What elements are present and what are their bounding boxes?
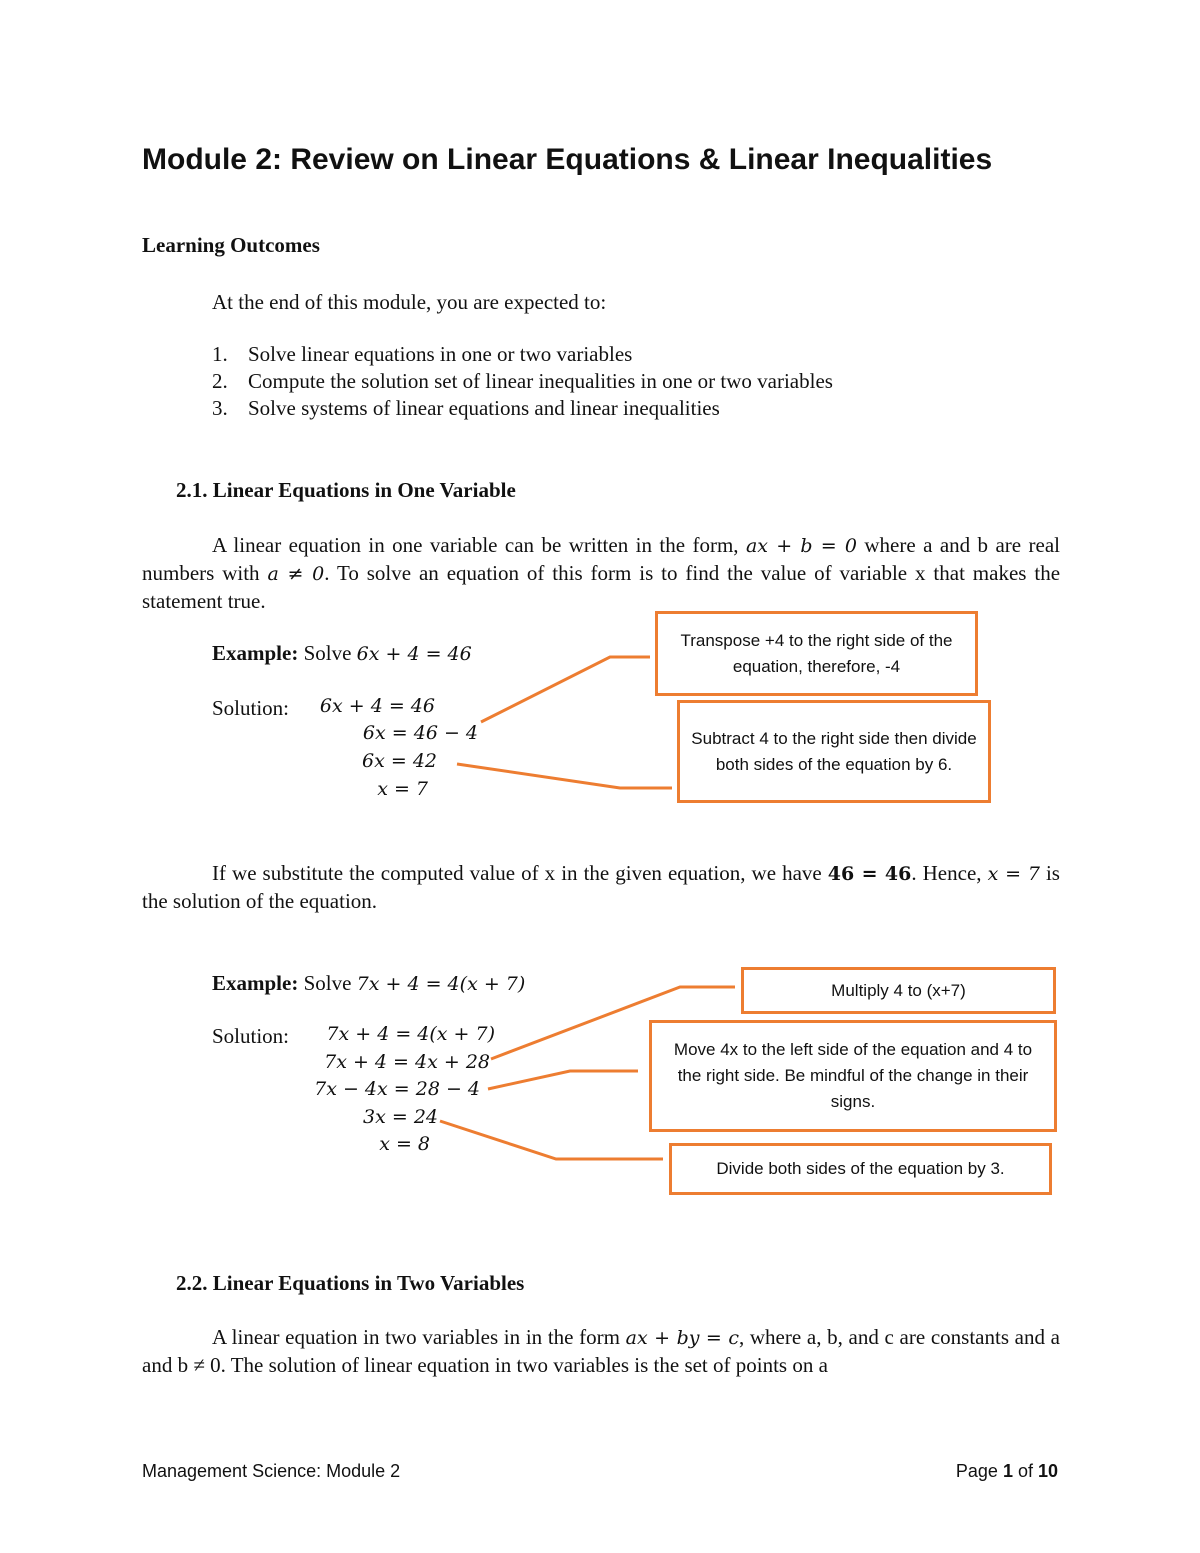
math-expression: 7x + 4 = 4(x + 7) bbox=[356, 973, 526, 995]
math-expression: x = 7 bbox=[987, 863, 1040, 885]
section-2-2-heading: 2.2. Linear Equations in Two Variables bbox=[176, 1271, 525, 1295]
text-run: . Hence, bbox=[911, 861, 988, 885]
text-run: . To solve an equation of this form is to find the value of variable x that makes the statement true. bbox=[142, 561, 1061, 613]
connector-line bbox=[457, 764, 672, 788]
solution-step: 6x + 4 = 46 bbox=[319, 695, 435, 717]
math-expression: ax + b = 0 bbox=[745, 535, 857, 557]
example-1-solution-label: Solution: bbox=[212, 696, 290, 720]
solution-step: 7x + 4 = 4(x + 7) bbox=[326, 1023, 495, 1045]
outcome-text: Solve systems of linear equations and linear inequalities bbox=[248, 396, 720, 420]
solution-step: 7x − 4x = 28 − 4 bbox=[314, 1078, 480, 1100]
connector-line bbox=[488, 1071, 638, 1089]
connector-line bbox=[440, 1121, 663, 1159]
math-expression: a ≠ 0 bbox=[267, 563, 325, 585]
solution-step: 6x = 46 − 4 bbox=[362, 722, 478, 744]
text-run: Solve bbox=[303, 641, 357, 665]
outcome-text: Compute the solution set of linear inequalities in one or two variables bbox=[248, 369, 833, 393]
learning-outcomes-heading: Learning Outcomes bbox=[142, 233, 320, 257]
math-expression: 6x + 4 = 46 bbox=[356, 643, 472, 665]
text-run: If we substitute the computed value of x in the given equation, we have bbox=[212, 861, 828, 885]
text-run: Solve bbox=[303, 971, 357, 995]
text-run: , where a, b, and c are constants and a and b ≠ 0. The solution of linear equation in two variables is the set of points on a bbox=[142, 1325, 1060, 1377]
outcome-number: 3. bbox=[212, 396, 228, 420]
total-pages: 10 bbox=[1037, 1461, 1058, 1481]
solution-step: 6x = 42 bbox=[362, 750, 437, 772]
learning-outcomes-intro: At the end of this module, you are expected to: bbox=[212, 290, 607, 314]
outcome-number: 1. bbox=[212, 342, 228, 366]
text-run: is the solution of the equation. bbox=[142, 861, 1060, 913]
example-label: Example: bbox=[212, 971, 299, 995]
page-title: Module 2: Review on Linear Equations & Linear Inequalities bbox=[142, 143, 993, 176]
callout-subtract-divide: Subtract 4 to the right side then divide both sides of the equation by 6. bbox=[677, 700, 991, 803]
text-run: Page bbox=[955, 1461, 1003, 1481]
text-run: A linear equation in two variables in in the form bbox=[212, 1325, 626, 1349]
outcome-text: Solve linear equations in one or two variables bbox=[248, 342, 633, 366]
example-label: Example: bbox=[212, 641, 299, 665]
solution-step: 3x = 24 bbox=[363, 1106, 438, 1128]
text-run: of bbox=[1012, 1461, 1038, 1481]
section-2-1-heading: 2.1. Linear Equations in One Variable bbox=[176, 478, 516, 502]
example-2-solution-label: Solution: bbox=[212, 1024, 290, 1048]
callout-transpose: Transpose +4 to the right side of the equation, therefore, -4 bbox=[655, 611, 978, 696]
section-2-2-paragraph bbox=[142, 1324, 1060, 1379]
connector-line bbox=[481, 657, 650, 722]
footer-page-number bbox=[900, 1461, 1058, 1482]
math-expression: 46 = 46 bbox=[827, 863, 912, 885]
callout-multiply: Multiply 4 to (x+7) bbox=[741, 967, 1056, 1014]
current-page: 1 bbox=[1002, 1461, 1013, 1481]
text-run: A linear equation in one variable can be written in the form, bbox=[212, 533, 746, 557]
connector-line bbox=[491, 987, 735, 1059]
callout-divide: Divide both sides of the equation by 3. bbox=[669, 1143, 1052, 1195]
outcome-number: 2. bbox=[212, 369, 228, 393]
solution-step: x = 8 bbox=[379, 1133, 430, 1155]
solution-step: 7x + 4 = 4x + 28 bbox=[324, 1051, 490, 1073]
text-run: where a and b are real numbers with bbox=[142, 533, 1061, 585]
footer-course: Management Science: Module 2 bbox=[142, 1461, 401, 1481]
math-expression: ax + by = c bbox=[625, 1327, 739, 1349]
solution-step: x = 7 bbox=[377, 778, 428, 800]
callout-move-terms: Move 4x to the left side of the equation and 4 to the right side. Be mindful of the change in their signs. bbox=[649, 1020, 1057, 1132]
